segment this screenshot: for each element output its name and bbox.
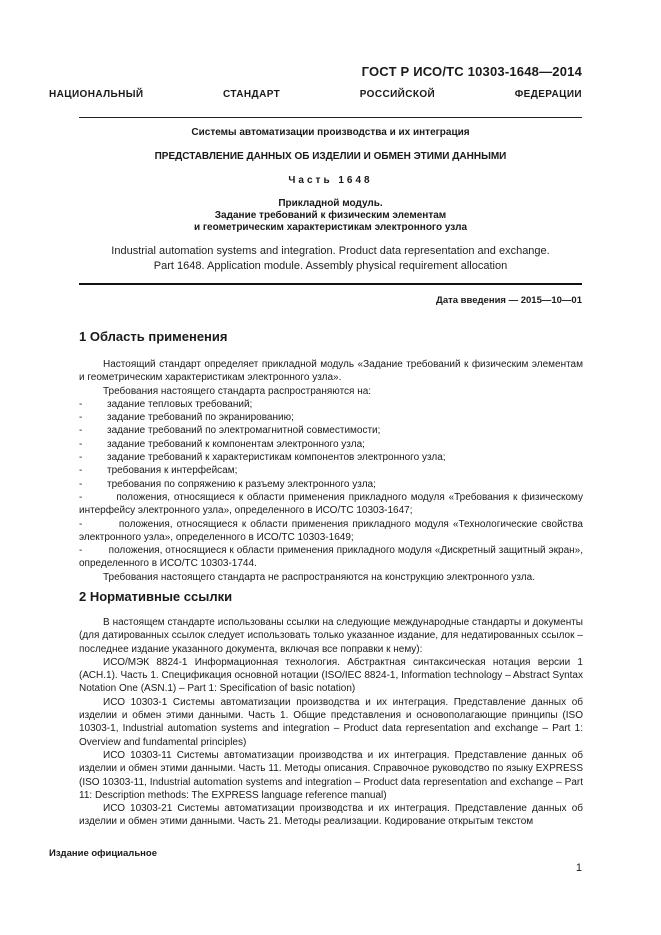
scope-bullet-long: - положения, относящиеся к области применения прикладного модуля «Дискретный защитный экран», определенного в ИСО/ТС 10303-1744. <box>79 545 583 570</box>
section-2-body <box>79 616 583 829</box>
module-title-line-3: и геометрическим характеристикам электронного узла <box>193 222 468 233</box>
scope-bullet: - задание тепловых требований; <box>79 398 253 410</box>
main-title: ПРЕДСТАВЛЕНИЕ ДАННЫХ ОБ ИЗДЕЛИИ И ОБМЕН ЭТИМИ ДАННЫМИ <box>154 151 507 162</box>
page-number: 1 <box>575 862 582 874</box>
module-title-line-2: Задание требований к физическим элементам <box>214 210 447 221</box>
part-number: Часть 1648 <box>288 175 373 186</box>
ref-iso-10303-21: ИСО 10303-21 Системы автоматизации производства и их интеграция. Представление данных об изделии и обмен этими данными. Часть 21. Методы реализации. Кодирование открытым текстом <box>79 803 583 828</box>
module-title <box>79 198 582 234</box>
module-title-line-1: Прикладной модуль. <box>278 198 383 209</box>
section-2-heading: 2 Нормативные ссылки <box>79 589 233 604</box>
official-edition-label: Издание официальное <box>49 848 157 859</box>
national-standard-banner: НАЦИОНАЛЬНЫЙ СТАНДАРТ РОССИЙСКОЙ ФЕДЕРАЦИИ <box>49 89 582 100</box>
scope-bullet: - задание требований по экранированию; <box>79 412 294 424</box>
header-divider <box>79 117 582 118</box>
effective-date: Дата введения — 2015—10—01 <box>436 295 582 306</box>
scope-bullet: - задание требований к характеристикам компонентов электронного узла; <box>79 452 446 464</box>
title-divider <box>79 283 582 285</box>
ref-iso-10303-11: ИСО 10303-11 Системы автоматизации производства и их интеграция. Представление данных об изделии и обмен этими данными. Часть 11. Методы описания. Справочное руководство по языку EXPRESS (ISO 10303-11, Industrial automation systems and integration – Product data representation and exchange – Part 11: Description methods: The EXPRESS language reference manual) <box>79 749 583 801</box>
scope-bullet: - требования к интерфейсам; <box>79 465 238 477</box>
series-title: Системы автоматизации производства и их интеграция <box>191 127 470 138</box>
scope-exclusion: Требования настоящего стандарта не распространяются на конструкцию электронного узла. <box>103 571 536 583</box>
gost-number: ГОСТ Р ИСО/ТС 10303-1648—2014 <box>361 64 582 79</box>
scope-paragraph: Настоящий стандарт определяет прикладной модуль «Задание требований к физическим элементам и геометрическим характеристикам электронного узла». <box>79 359 583 384</box>
english-title <box>79 244 582 274</box>
scope-bullet-long: - положения, относящиеся к области применения прикладного модуля «Требования к физическому интерфейсу электронного узла», определенного в ИСО/ТС 10303-1647; <box>79 491 583 517</box>
refs-intro: В настоящем стандарте использованы ссылки на следующие международные стандарты и документы (для датированных ссылок следует использовать только указанное издание, для недатированных ссылок – последнее издание указанного документа, включая все поправки к нему): <box>79 617 583 655</box>
scope-intro: Требования настоящего стандарта распространяются на: <box>103 385 372 397</box>
ref-iso-10303-1: ИСО 10303-1 Системы автоматизации производства и их интеграция. Представление данных об изделии и обмен этими данными. Часть 1. Общие представления и основополагающие принципы (ISO 10303-1, Industrial automation systems and integration – Product data representation and exchange – Part 1: Overview and fundamental principles) <box>79 696 583 748</box>
ref-iso-iec-8824-1: ИСО/МЭК 8824-1 Информационная технология. Абстрактная синтаксическая нотация версии 1 (АСН.1). Часть 1. Спецификация основной нотации (ISO/IEC 8824-1, Information technology – Abstract Syntax Notation One (ASN.1) – Part 1: Specification of basic notation) <box>79 656 583 695</box>
scope-bullet: - требования по сопряжению к разъему электронного узла; <box>79 478 376 490</box>
scope-bullet-long: - положения, относящиеся к области применения прикладного модуля «Технологические свойства электронного узла», определенного в ИСО/ТС 10303-1649; <box>79 518 583 543</box>
english-title-line-2: Part 1648. Application module. Assembly physical requirement allocation <box>153 260 508 272</box>
section-1-body <box>79 358 583 584</box>
section-1-heading: 1 Область применения <box>79 329 228 344</box>
english-title-line-1: Industrial automation systems and integration. Product data representation and exchange. <box>111 245 550 257</box>
scope-bullet: - задание требований к компонентам электронного узла; <box>79 438 365 450</box>
scope-bullet: - задание требований по электромагнитной совместимости; <box>79 425 381 437</box>
